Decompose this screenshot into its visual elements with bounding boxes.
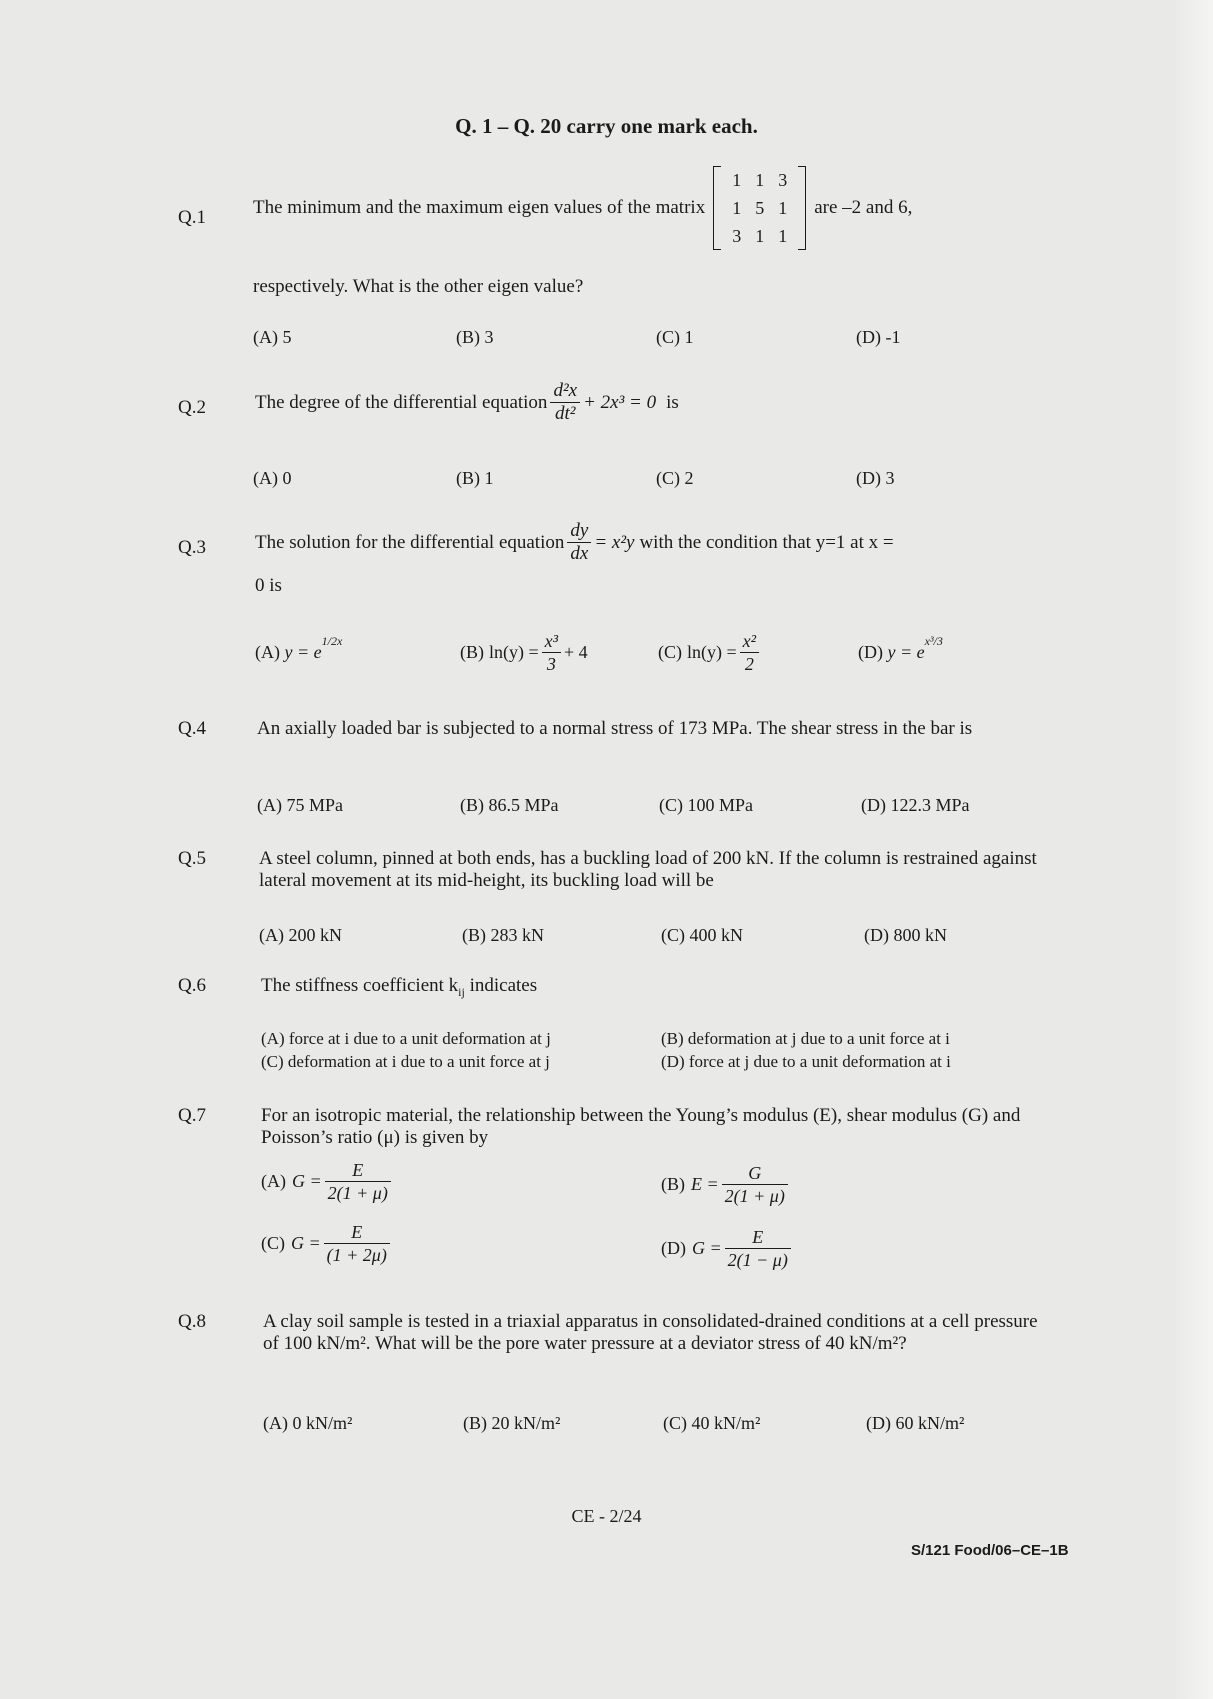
question-2-stem xyxy=(255,380,679,425)
page-edge-shade xyxy=(1173,0,1213,1699)
option-5b[interactable]: (B) 283 kN xyxy=(462,925,544,945)
section-heading: Q. 1 – Q. 20 carry one mark each. xyxy=(455,114,758,138)
question-8-text: A clay soil sample is tested in a triaxial apparatus in consolidated-drained conditions at a cell pressure of 100 kN/m². What will be the pore water pressure at a deviator stress of 40 kN/m²? xyxy=(263,1311,1038,1354)
option-5c[interactable]: (C) 400 kN xyxy=(661,925,743,945)
question-1-text: The minimum and the maximum eigen values of the matrix xyxy=(253,197,706,218)
matrix-cell: 1 xyxy=(778,198,788,218)
option-4a[interactable]: (A) 75 MPa xyxy=(257,795,343,815)
fraction-denominator: (1 + 2μ) xyxy=(326,1245,387,1265)
option-exponent: 1/2x xyxy=(321,634,343,648)
option-expression: ln(y) = xyxy=(489,642,539,662)
option-2d[interactable]: (D) 3 xyxy=(856,468,895,488)
option-fraction xyxy=(740,630,759,675)
question-3-text-tail: with the condition that y=1 at x = xyxy=(639,531,894,553)
question-6-text-tail: indicates xyxy=(469,975,538,996)
fraction-denominator: 2 xyxy=(744,654,754,674)
option-label: (A) xyxy=(261,1171,286,1191)
matrix-cell: 1 xyxy=(732,170,742,190)
option-1c[interactable]: (C) 1 xyxy=(656,327,694,347)
option-8d[interactable]: (D) 60 kN/m² xyxy=(866,1413,965,1433)
option-4c[interactable]: (C) 100 MPa xyxy=(659,795,753,815)
page-number: CE - 2/24 xyxy=(571,1506,642,1526)
option-6d[interactable]: (D) force at j due to a unit deformation at i xyxy=(661,1052,951,1071)
matrix-cell: 5 xyxy=(755,198,765,218)
option-7b[interactable] xyxy=(661,1162,791,1207)
option-3a[interactable] xyxy=(255,634,343,663)
option-1d[interactable]: (D) -1 xyxy=(856,327,901,347)
question-6-text: The stiffness coefficient k xyxy=(261,975,459,996)
question-1-text-tail: are –2 and 6, xyxy=(814,197,913,218)
option-fraction xyxy=(324,1221,390,1266)
fraction-numerator: dy xyxy=(567,520,591,543)
question-7-text: For an isotropic material, the relationship between the Young’s modulus (E), shear modulus (G) and Poisson’s ratio (μ) is given by xyxy=(261,1105,1021,1148)
question-3-expression: = x²y xyxy=(594,531,635,553)
question-number-7: Q.7 xyxy=(178,1105,206,1126)
fraction-numerator: G xyxy=(722,1162,788,1185)
fraction-numerator: d²x xyxy=(550,380,580,403)
option-label: (D) xyxy=(858,642,883,662)
question-1-text-line2: respectively. What is the other eigen value? xyxy=(253,276,584,297)
question-number-8: Q.8 xyxy=(178,1311,206,1332)
question-3-fraction xyxy=(567,520,591,565)
option-fraction xyxy=(725,1226,791,1271)
option-fraction xyxy=(325,1159,391,1204)
fraction-numerator: x² xyxy=(740,630,759,653)
option-expression: y = e xyxy=(284,642,322,662)
option-7d[interactable] xyxy=(661,1226,794,1271)
option-4b[interactable]: (B) 86.5 MPa xyxy=(460,795,559,815)
fraction-denominator: 2(1 − μ) xyxy=(727,1250,788,1270)
option-1a[interactable]: (A) 5 xyxy=(253,327,292,347)
matrix-cell: 1 xyxy=(732,198,742,218)
question-3-stem xyxy=(255,520,1055,565)
option-fraction xyxy=(722,1162,788,1207)
matrix-cell: 3 xyxy=(732,226,742,246)
fraction-numerator: E xyxy=(725,1226,791,1249)
option-2a[interactable]: (A) 0 xyxy=(253,468,292,488)
fraction-numerator: E xyxy=(325,1159,391,1182)
option-label: (B) xyxy=(460,642,484,662)
matrix-cell: 1 xyxy=(755,226,765,246)
question-number-4: Q.4 xyxy=(178,718,206,739)
fraction-denominator: dx xyxy=(570,543,589,564)
option-label: (C) xyxy=(658,642,682,662)
option-2b[interactable]: (B) 1 xyxy=(456,468,494,488)
option-8c[interactable]: (C) 40 kN/m² xyxy=(663,1413,761,1433)
question-2-expression: + 2x³ = 0 xyxy=(583,391,657,413)
question-1-matrix xyxy=(713,166,806,250)
option-5d[interactable]: (D) 800 kN xyxy=(864,925,947,945)
option-label: (B) xyxy=(661,1174,685,1194)
question-6-stem xyxy=(261,975,537,1003)
option-expression: G = xyxy=(692,1238,722,1258)
option-3c[interactable] xyxy=(658,630,762,675)
option-8b[interactable]: (B) 20 kN/m² xyxy=(463,1413,561,1433)
option-6a[interactable]: (A) force at i due to a unit deformation at j xyxy=(261,1029,551,1048)
option-exponent: x³/3 xyxy=(924,634,943,648)
matrix-cell: 1 xyxy=(778,226,788,246)
question-number-2: Q.2 xyxy=(178,397,206,418)
option-label: (A) xyxy=(255,642,280,662)
question-2-fraction xyxy=(550,380,580,425)
matrix-cell: 1 xyxy=(755,170,765,190)
question-number-3: Q.3 xyxy=(178,537,206,558)
option-6b[interactable]: (B) deformation at j due to a unit force at i xyxy=(661,1029,950,1048)
option-4d[interactable]: (D) 122.3 MPa xyxy=(861,795,970,815)
question-number-6: Q.6 xyxy=(178,975,206,996)
question-2-text-tail: is xyxy=(666,391,679,413)
question-5-text: A steel column, pinned at both ends, has a buckling load of 200 kN. If the column is restrained against lateral movement at its mid-height, its buckling load will be xyxy=(259,848,1037,891)
fraction-denominator: 3 xyxy=(546,654,556,674)
option-6c[interactable]: (C) deformation at i due to a unit force at j xyxy=(261,1052,550,1071)
option-fraction xyxy=(542,630,561,675)
question-number-1: Q.1 xyxy=(178,207,206,228)
question-2-text: The degree of the differential equation xyxy=(255,391,548,413)
option-label: (D) xyxy=(661,1238,686,1258)
option-expression: ln(y) = xyxy=(687,642,737,662)
option-3d[interactable] xyxy=(858,634,943,663)
question-3-text-line2: 0 is xyxy=(255,575,282,596)
option-2c[interactable]: (C) 2 xyxy=(656,468,694,488)
question-4-text: An axially loaded bar is subjected to a normal stress of 173 MPa. The shear stress in the bar is xyxy=(257,718,973,739)
option-expression: E = xyxy=(691,1174,719,1194)
fraction-denominator: dt² xyxy=(555,403,576,424)
question-number-5: Q.5 xyxy=(178,848,206,869)
option-expression-tail: + 4 xyxy=(564,642,588,662)
option-1b[interactable]: (B) 3 xyxy=(456,327,494,347)
matrix-cell: 3 xyxy=(778,170,788,190)
question-3-text: The solution for the differential equation xyxy=(255,531,565,553)
option-expression: y = e xyxy=(887,642,925,662)
option-8a[interactable]: (A) 0 kN/m² xyxy=(263,1413,353,1433)
fraction-denominator: 2(1 + μ) xyxy=(327,1183,388,1203)
option-label: (C) xyxy=(261,1233,285,1253)
fraction-numerator: E xyxy=(324,1221,390,1244)
option-expression: G = xyxy=(291,1233,321,1253)
document-code: S/121 Food/06–CE–1B xyxy=(911,1542,1069,1559)
question-6-subscript: ij xyxy=(458,984,465,999)
option-7a[interactable] xyxy=(261,1159,394,1204)
option-expression: G = xyxy=(292,1171,322,1191)
option-3b[interactable] xyxy=(460,630,588,675)
fraction-denominator: 2(1 + μ) xyxy=(724,1186,785,1206)
fraction-numerator: x³ xyxy=(542,630,561,653)
option-5a[interactable]: (A) 200 kN xyxy=(259,925,342,945)
option-7c[interactable] xyxy=(261,1221,393,1266)
question-1-stem xyxy=(253,166,1053,250)
